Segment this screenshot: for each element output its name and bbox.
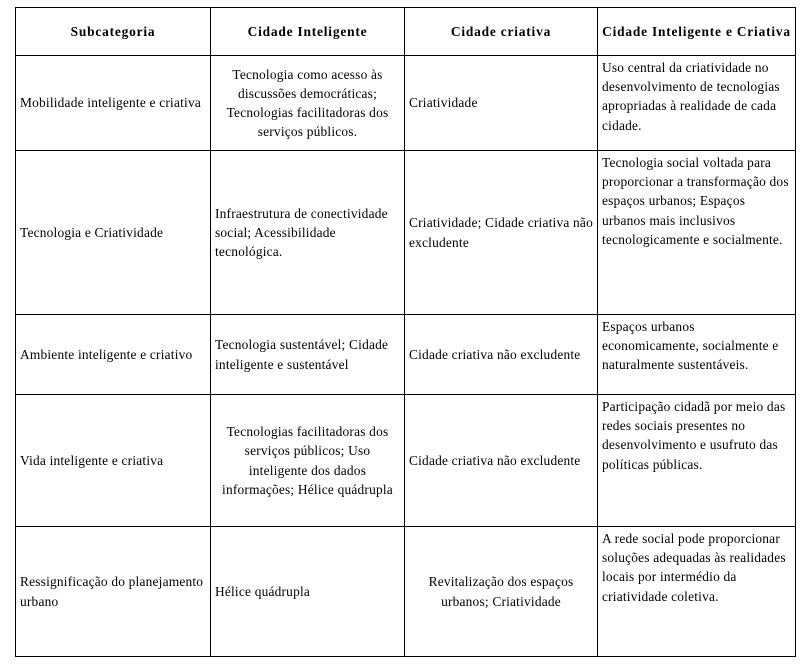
header-cidade-inteligente-criativa: Cidade Inteligente e Criativa <box>598 8 796 56</box>
header-subcategoria: Subcategoria <box>16 8 211 56</box>
table-row <box>16 527 796 657</box>
cell-cidade-inteligente-criativa: Espaços urbanos economicamente, socialmente e naturalmente sustentáveis. <box>598 315 796 395</box>
cell-subcategoria: Mobilidade inteligente e criativa <box>16 56 211 151</box>
cell-cidade-inteligente-criativa: Uso central da criatividade no desenvolvimento de tecnologias apropriadas à realidade de cada cidade. <box>598 56 796 151</box>
cell-subcategoria: Ressignificação do planejamento urbano <box>16 527 211 657</box>
cell-cidade-criativa: Criatividade; Cidade criativa não excludente <box>405 151 598 315</box>
cell-cidade-criativa: Cidade criativa não excludente <box>405 315 598 395</box>
header-cidade-inteligente: Cidade Inteligente <box>211 8 405 56</box>
table-row <box>16 56 796 151</box>
cell-subcategoria: Tecnologia e Criatividade <box>16 151 211 315</box>
cell-cidade-inteligente: Tecnologias facilitadoras dos serviços públicos; Uso inteligente dos dados informações; Hélice quádrupla <box>211 395 405 527</box>
cell-cidade-criativa: Cidade criativa não excludente <box>405 395 598 527</box>
cell-cidade-inteligente-criativa: A rede social pode proporcionar soluções adequadas às realidades locais por intermédio da criatividade coletiva. <box>598 527 796 657</box>
cell-cidade-inteligente: Tecnologia sustentável; Cidade inteligente e sustentável <box>211 315 405 395</box>
cell-cidade-inteligente-criativa: Tecnologia social voltada para proporcionar a transformação dos espaços urbanos; Espaços urbanos mais inclusivos tecnologicamente e socialmente. <box>598 151 796 315</box>
cell-cidade-inteligente: Tecnologia como acesso às discussões democráticas; Tecnologias facilitadoras dos serviços públicos. <box>211 56 405 151</box>
cell-subcategoria: Ambiente inteligente e criativo <box>16 315 211 395</box>
table-row <box>16 151 796 315</box>
cell-cidade-inteligente-criativa: Participação cidadã por meio das redes sociais presentes no desenvolvimento e usufruto das políticas públicas. <box>598 395 796 527</box>
cell-subcategoria: Vida inteligente e criativa <box>16 395 211 527</box>
cell-cidade-inteligente: Infraestrutura de conectividade social; Acessibilidade tecnológica. <box>211 151 405 315</box>
comparison-table <box>15 7 796 657</box>
cell-cidade-criativa: Criatividade <box>405 56 598 151</box>
header-row <box>16 8 796 56</box>
table-row <box>16 395 796 527</box>
cell-cidade-criativa: Revitalização dos espaços urbanos; Criatividade <box>405 527 598 657</box>
table-row <box>16 315 796 395</box>
header-cidade-criativa: Cidade criativa <box>405 8 598 56</box>
cell-cidade-inteligente: Hélice quádrupla <box>211 527 405 657</box>
